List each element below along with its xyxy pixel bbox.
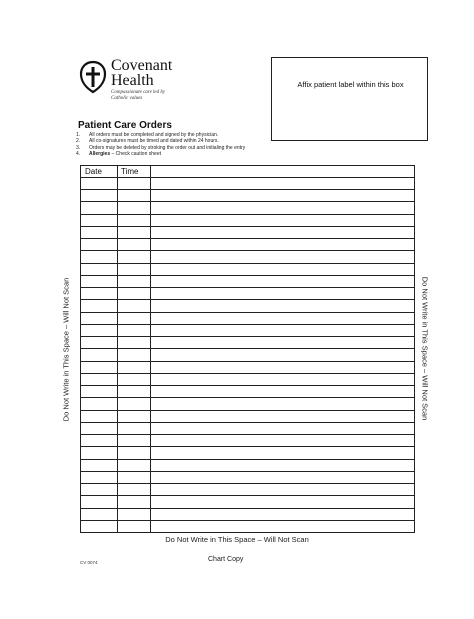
table-row[interactable] xyxy=(81,422,414,423)
instruction-body: All co-signatures must be timed and dated within 24 hours. xyxy=(89,138,219,145)
instruction-item xyxy=(76,151,306,157)
table-row[interactable] xyxy=(81,373,414,374)
form-title: Patient Care Orders xyxy=(78,120,172,131)
patient-label-box xyxy=(271,57,428,141)
time-column-header: Time xyxy=(121,167,139,176)
table-row[interactable] xyxy=(81,275,414,276)
table-row[interactable] xyxy=(81,324,414,325)
table-row[interactable] xyxy=(81,446,414,447)
instruction-text xyxy=(89,151,161,157)
chart-copy-label: Chart Copy xyxy=(208,556,244,563)
table-row[interactable] xyxy=(81,177,414,178)
date-column-header: Date xyxy=(85,167,102,176)
organization-name xyxy=(111,58,172,88)
form-code: CV 0074 xyxy=(80,560,98,565)
table-row[interactable] xyxy=(81,214,414,215)
cross-shield-icon xyxy=(78,60,108,94)
instruction-body: – Check caution sheet xyxy=(110,150,161,157)
organization-name-line1: Covenant xyxy=(111,57,173,74)
table-row[interactable] xyxy=(81,385,414,386)
bottom-no-write-notice: Do Not Write in This Space – Will Not Scan xyxy=(165,535,309,544)
table-row[interactable] xyxy=(81,495,414,496)
table-row[interactable] xyxy=(81,348,414,349)
table-row[interactable] xyxy=(81,520,414,521)
table-row[interactable] xyxy=(81,189,414,190)
organization-tagline: Compassionate care led by Catholic values xyxy=(111,90,166,101)
table-row[interactable] xyxy=(81,532,414,533)
instruction-number: 4. xyxy=(76,150,81,157)
table-row[interactable] xyxy=(81,336,414,337)
right-no-write-notice: Do Not Write in This Space – Will Not Scan xyxy=(420,276,430,421)
table-row[interactable] xyxy=(81,508,414,509)
table-row[interactable] xyxy=(81,250,414,251)
table-row[interactable] xyxy=(81,361,414,362)
instruction-body: Orders may be deleted by stroking the order out and initialing the entry xyxy=(89,144,246,151)
table-row[interactable] xyxy=(81,299,414,300)
patient-label-instruction: Affix patient label within this box xyxy=(297,80,404,89)
table-row[interactable] xyxy=(81,201,414,202)
left-no-write-notice: Do Not Write in This Space – Will Not Scan xyxy=(61,277,71,422)
instruction-number: 1. xyxy=(76,132,81,138)
table-row[interactable] xyxy=(81,263,414,264)
table-row[interactable] xyxy=(81,410,414,411)
table-row[interactable] xyxy=(81,483,414,484)
table-row[interactable] xyxy=(81,434,414,435)
instruction-bold-text: Allergies xyxy=(89,150,111,157)
instruction-body: All orders must be completed and signed by the physician. xyxy=(89,132,219,138)
instruction-number: 3. xyxy=(76,144,81,151)
orders-table xyxy=(80,165,415,533)
table-row[interactable] xyxy=(81,312,414,313)
table-row[interactable] xyxy=(81,397,414,398)
organization-name-line2: Health xyxy=(111,72,154,89)
table-row[interactable] xyxy=(81,238,414,239)
table-row[interactable] xyxy=(81,226,414,227)
instructions-list xyxy=(76,132,306,157)
table-row[interactable] xyxy=(81,471,414,472)
instruction-number: 2. xyxy=(76,138,81,145)
table-row[interactable] xyxy=(81,287,414,288)
table-row[interactable] xyxy=(81,459,414,460)
